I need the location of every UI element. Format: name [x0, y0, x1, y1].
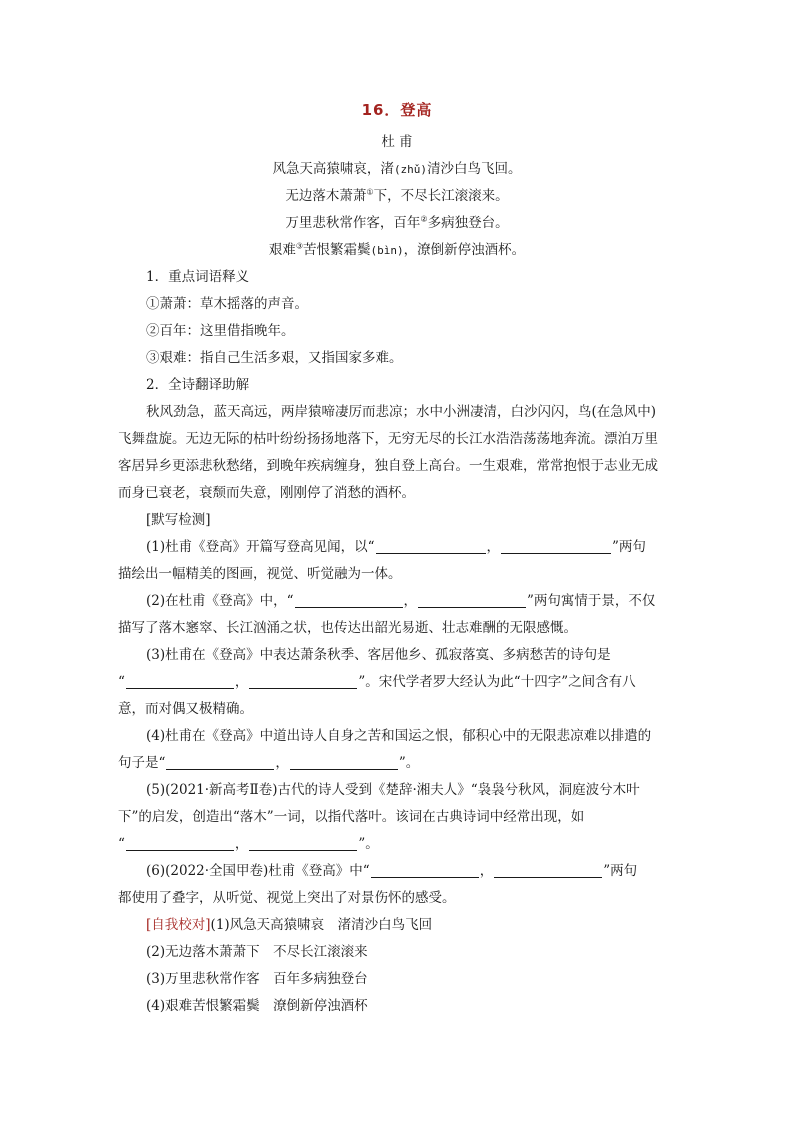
poem-text: 多病独登台。	[427, 215, 509, 231]
question-2	[146, 592, 655, 610]
page-title: 16．登高	[361, 101, 433, 119]
answer-blank[interactable]	[295, 593, 403, 608]
translation-line: 而身已衰老，衰颓而失意，刚刚停了消愁的酒杯。	[118, 485, 415, 501]
question-text: (6)(2022·全国甲卷)杜甫《登高》中“	[146, 863, 370, 879]
question-text: ”。	[358, 836, 379, 852]
question-text: ”。宋代学者罗大经认为此“十四字”之间含有八	[358, 674, 636, 690]
answer-blank[interactable]	[376, 539, 486, 554]
poem-line-2	[0, 187, 794, 205]
vocab-item: ①萧萧：草木摇落的声音。	[146, 296, 308, 312]
question-text: ，	[479, 863, 494, 879]
question-text: 句子是“	[118, 755, 166, 771]
answer-label: [自我校对]	[146, 917, 211, 933]
vocab-item: ③艰难：指自己生活多艰，又指国家多难。	[146, 350, 403, 366]
question-text: ，	[275, 755, 289, 771]
answer-blank[interactable]	[494, 863, 602, 878]
dictation-heading: [默写检测]	[146, 512, 211, 528]
question-5-cont	[118, 835, 379, 853]
footnote-marker: ③	[295, 241, 304, 251]
question-5-cont: 下”的启发，创造出“落木”一词，以指代落叶。该词在古典诗词中经常出现，如	[118, 809, 585, 825]
answer-blank[interactable]	[249, 836, 357, 851]
question-6-cont: 都使用了叠字，从听觉、视觉上突出了对景伤怀的感受。	[118, 890, 456, 906]
footnote-marker: ①	[366, 187, 374, 197]
vocab-item: ②百年：这里借指晚年。	[146, 323, 295, 339]
poem-text: 艰难	[268, 242, 296, 258]
question-3-cont	[118, 673, 636, 691]
answer-line-4: (4)艰难苦恨繁霜鬓 潦倒新停浊酒杯	[146, 998, 368, 1014]
question-text: (2)在杜甫《登高》中，“	[146, 593, 294, 609]
answer-blank[interactable]	[249, 674, 357, 689]
poem-author: 杜 甫	[381, 134, 413, 150]
answer-text: (1)风急天高猿啸哀 渚清沙白鸟飞回	[210, 917, 433, 933]
poem-text: 清沙白鸟飞回。	[427, 161, 522, 177]
poem-line-3	[0, 214, 794, 232]
poem-text: ，潦倒新停浊酒杯。	[403, 242, 526, 258]
pinyin-annotation: (zhǔ)	[393, 163, 428, 176]
answer-blank[interactable]	[126, 674, 234, 689]
section-heading-vocab: 1．重点词语释义	[146, 269, 250, 285]
question-4-cont	[118, 754, 419, 772]
footnote-marker: ②	[420, 214, 428, 224]
answer-blank[interactable]	[418, 593, 526, 608]
poem-text: 风急天高猿啸哀，渚	[272, 161, 394, 177]
question-text: ，	[403, 593, 418, 609]
translation-line: 飞舞盘旋。无边无际的枯叶纷纷扬扬地落下，无穷无尽的长江水浩浩荡荡地奔流。漂泊万里	[118, 431, 658, 447]
question-text: ”两句	[603, 863, 638, 879]
question-5: (5)(2021·新高考Ⅱ卷)古代的诗人受到《楚辞·湘夫人》“袅袅兮秋风，洞庭波兮木叶	[146, 782, 640, 798]
poem-line-4	[0, 241, 794, 260]
answer-blank[interactable]	[166, 755, 274, 770]
answer-blank[interactable]	[290, 755, 398, 770]
answer-line-2: (2)无边落木萧萧下 不尽长江滚滚来	[146, 944, 368, 960]
question-1-cont: 描绘出一幅精美的图画，视觉、听觉融为一体。	[118, 566, 402, 582]
question-text: ”两句寓情于景，不仅	[527, 593, 656, 609]
question-text: ”。	[398, 755, 420, 771]
question-3: (3)杜甫在《登高》中表达萧条秋季、客居他乡、孤寂落寞、多病愁苦的诗句是	[146, 647, 611, 663]
section-heading-translation: 2．全诗翻译助解	[146, 377, 250, 393]
question-text: ”两句	[612, 539, 646, 555]
poem-text: 无边落木萧萧	[285, 188, 367, 204]
pinyin-annotation: (bìn)	[370, 244, 404, 257]
answer-blank[interactable]	[501, 539, 611, 554]
question-3-cont: 意，而对偶又极精确。	[118, 701, 253, 717]
question-text: “	[118, 674, 125, 690]
question-text: “	[118, 836, 125, 852]
question-text: ，	[486, 539, 501, 555]
poem-text: 下，不尽长江滚滚来。	[373, 188, 509, 204]
answer-blank[interactable]	[371, 863, 479, 878]
question-text: ，	[234, 674, 249, 690]
answer-line-1	[146, 916, 432, 934]
question-4: (4)杜甫在《登高》中道出诗人自身之苦和国运之恨，郁积心中的无限悲凉难以排遣的	[146, 728, 652, 744]
answer-line-3: (3)万里悲秋常作客 百年多病独登台	[146, 971, 368, 987]
answer-blank[interactable]	[126, 836, 234, 851]
question-6	[146, 862, 637, 880]
translation-line: 客居异乡更添悲秋愁绪，到晚年疾病缠身，独自登上高台。一生艰难，常常抱恨于志业无成	[118, 458, 658, 474]
question-1	[146, 538, 646, 556]
poem-line-1	[0, 160, 794, 179]
question-text: (1)杜甫《登高》开篇写登高见闻，以“	[146, 539, 375, 555]
translation-line: 秋风劲急，蓝天高远，两岸猿啼凄厉而悲凉；水中小洲凄清，白沙闪闪，鸟(在急风中)	[146, 404, 657, 420]
poem-text: 万里悲秋常作客，百年	[285, 215, 421, 231]
question-2-cont: 描写了落木窸窣、长江汹涌之状，也传达出韶光易逝、壮志难酬的无限感慨。	[118, 620, 577, 636]
poem-text: 苦恨繁霜鬓	[303, 242, 371, 258]
question-text: ，	[234, 836, 249, 852]
